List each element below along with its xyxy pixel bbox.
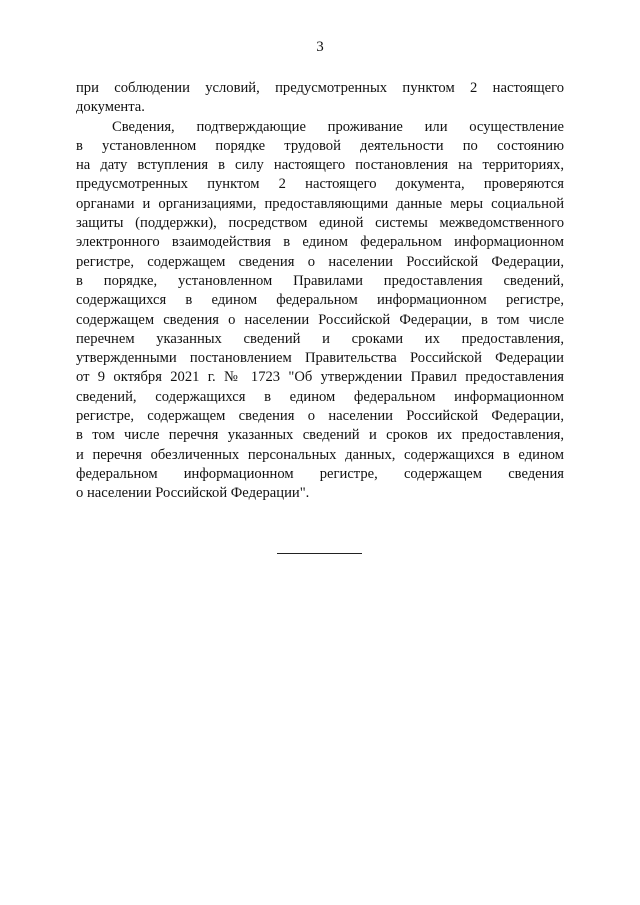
text-line: содержащем сведения о населении Российской Федерации, в том числе — [76, 311, 564, 328]
text-line: перечнем указанных сведений и сроками их предоставления, — [76, 330, 564, 347]
text-line: о населении Российской Федерации". — [76, 485, 310, 502]
text-line: регистре, содержащем сведения о населении Российской Федерации, — [76, 253, 564, 270]
paragraph-start-line: Сведения, подтверждающие проживание или осуществление — [112, 118, 564, 135]
text-line: сведений, содержащихся в едином федеральном информационном — [76, 388, 564, 405]
text-line: в порядке, установленном Правилами предоставления сведений, — [76, 272, 564, 289]
page-number: 3 — [316, 39, 324, 55]
text-line: регистре, содержащем сведения о населении Российской Федерации, — [76, 408, 564, 425]
text-line: при соблюдении условий, предусмотренных пунктом 2 настоящего — [76, 80, 564, 96]
text-line: содержащихся в едином федеральном информационном регистре, — [76, 292, 564, 309]
document-body — [76, 79, 564, 504]
text-line: и перечня обезличенных персональных данных, содержащихся в едином — [76, 446, 564, 463]
text-line: предусмотренных пунктом 2 настоящего документа, проверяются — [76, 176, 564, 193]
text-line: на дату вступления в силу настоящего постановления на территориях, — [76, 157, 564, 174]
text-line: в установленном порядке трудовой деятельности по состоянию — [76, 137, 564, 154]
text-line: от 9 октября 2021 г. № 1723 "Об утверждении Правил предоставления — [76, 369, 564, 386]
text-line: электронного взаимодействия в едином федеральном информационном — [76, 234, 564, 251]
text-line: защиты (поддержки), посредством единой системы межведомственного — [76, 215, 564, 232]
text-line: органами и организациями, предоставляющими данные меры социальной — [76, 195, 564, 212]
text-line: в том числе перечня указанных сведений и сроков их предоставления, — [76, 427, 564, 444]
text-line: утвержденными постановлением Правительства Российской Федерации — [76, 350, 564, 367]
text-line: федеральном информационном регистре, содержащем сведения — [76, 465, 564, 482]
text-line: документа. — [76, 99, 145, 116]
end-of-document-rule — [277, 553, 362, 554]
